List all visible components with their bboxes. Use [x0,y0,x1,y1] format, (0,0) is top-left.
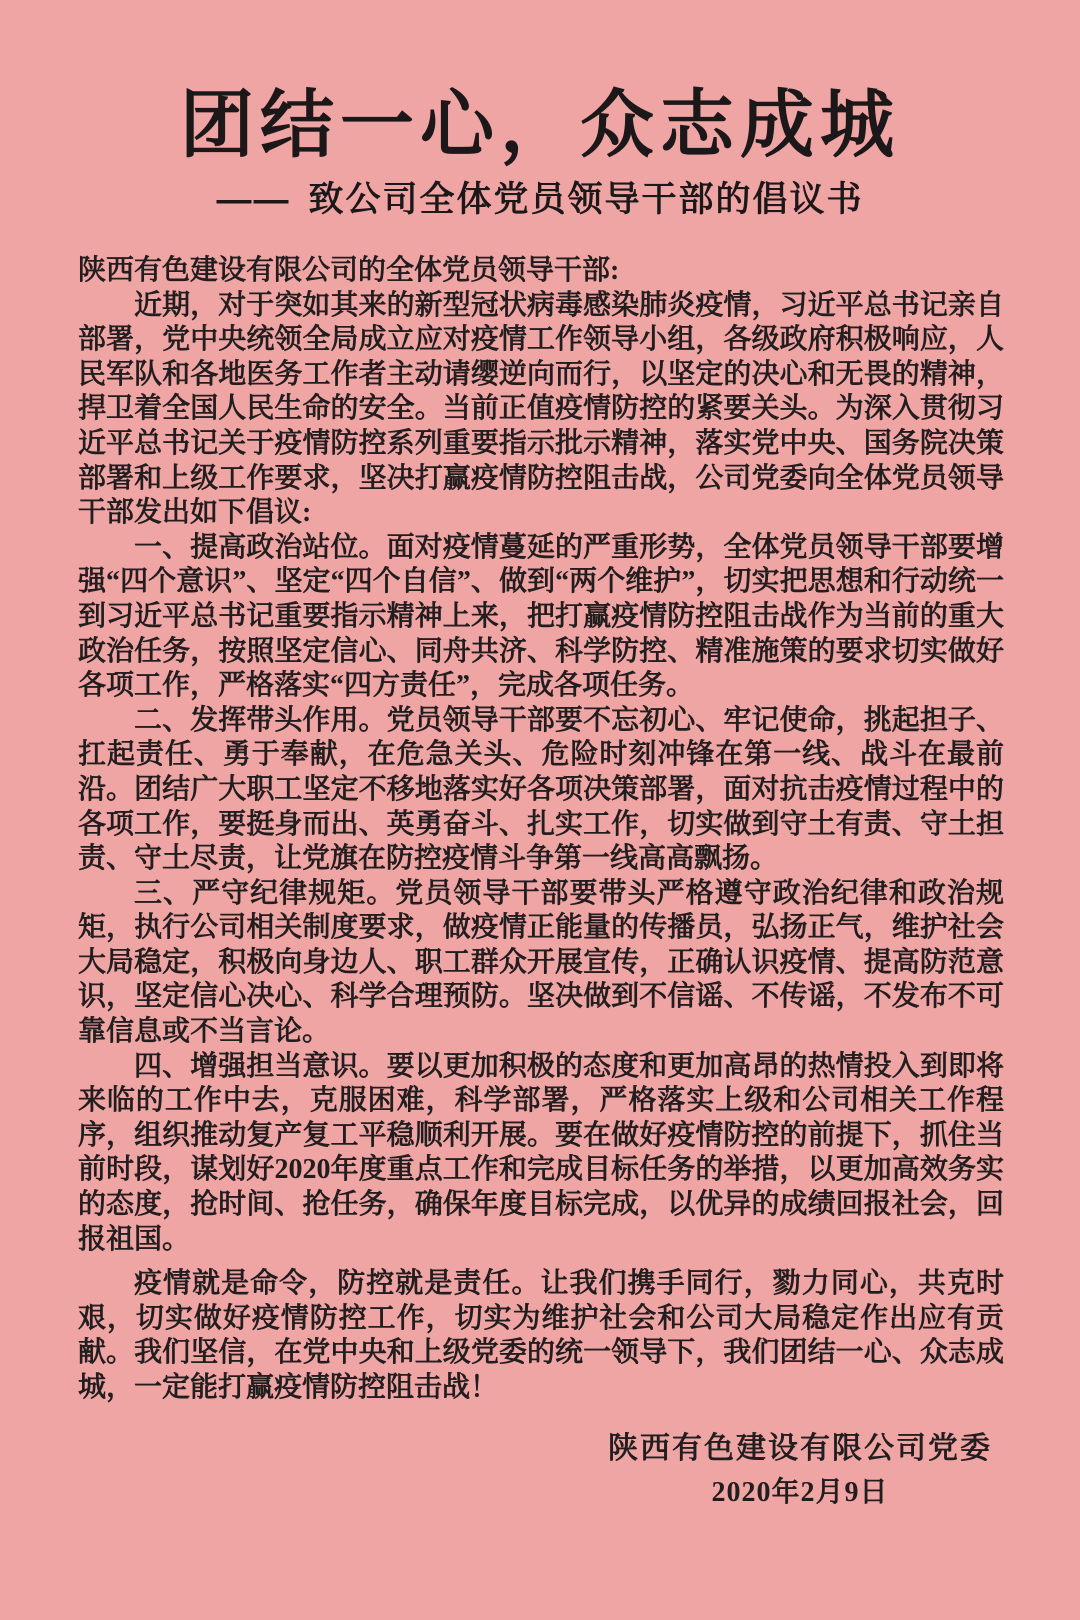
page-subtitle [0,180,1080,220]
paragraph-item-3: 三、严守纪律规矩。党员领导干部要带头严格遵守政治纪律和政治规矩，执行公司相关制度要求，做疫情正能量的传播员，弘扬正气，维护社会大局稳定，积极向身边人、职工群众开展宣传，正确认识疫情、提高防范意识，坚定信心决心、科学合理预防。坚决做到不信谣、不传谣，不发布不可靠信息或不当言论。 [78,877,1004,1048]
signature-name: 陕西有色建设有限公司党委 [608,1431,992,1465]
paragraph-item-1: 一、提高政治站位。面对疫情蔓延的严重形势，全体党员领导干部要增强“四个意识”、坚定“四个自信”、做到“两个维护”，切实把思想和行动统一到习近平总书记重要指示精神上来，把打赢疫情防控阻击战作为当前的重大政治任务，按照坚定信心、同舟共济、科学防控、精准施策的要求切实做好各项工作，严格落实“四方责任”，完成各项任务。 [78,531,1004,702]
paragraph-item-2: 二、发挥带头作用。党员领导干部要不忘初心、牢记使命，挑起担子、扛起责任、勇于奉献，在危急关头、危险时刻冲锋在第一线、战斗在最前沿。团结广大职工坚定不移地落实好各项决策部署，面对抗击疫情过程中的各项工作，要挺身而出、英勇奋斗、扎实工作，切实做到守土有责、守土担责、守土尽责，让党旗在防控疫情斗争第一线高高飘扬。 [78,704,1004,875]
salutation: 陕西有色建设有限公司的全体党员领导干部: [78,255,620,286]
paragraph-closing: 疫情就是命令，防控就是责任。让我们携手同行，勠力同心，共克时艰，切实做好疫情防控工作，切实为维护社会和公司大局稳定作出应有贡献。我们坚信，在党中央和上级党委的统一领导下，我们团结一心、众志成城，一定能打赢疫情防控阻击战！ [78,1268,1004,1403]
page-title: 团结一心，众志成城 [180,83,900,166]
paragraph-intro: 近期，对于突如其来的新型冠状病毒感染肺炎疫情，习近平总书记亲自部署，党中央统领全局成立应对疫情工作领导小组，各级政府积极响应，人民军队和各地医务工作者主动请缨逆向而行，以坚定的决心和无畏的精神，捍卫着全国人民生命的安全。当前正值疫情防控的紧要关头。为深入贯彻习近平总书记关于疫情防控系列重要指示批示精神，落实党中央、国务院决策部署和上级工作要求，坚决打赢疫情防控阻击战，公司党委向全体党员领导干部发出如下倡议: [78,289,1004,529]
paragraph-item-4: 四、增强担当意识。要以更加积极的态度和更加高昂的热情投入到即将来临的工作中去，克服困难，科学部署，严格落实上级和公司相关工作程序，组织推动复产复工平稳顺利开展。要在做好疫情防控的前提下，抓住当前时段，谋划好2020年度重点工作和完成目标任务的举措，以更加高效务实的态度，抢时间、抢任务，确保年度目标完成，以优异的成绩回报社会，回报祖国。 [78,1050,1004,1255]
subtitle-text: 致公司全体党员领导干部的倡议书 [308,180,864,219]
signature-block [608,1430,992,1510]
signature-date: 2020年2月9日 [711,1476,889,1508]
subtitle-dash: —— [216,180,291,219]
document-body [78,254,1004,1406]
